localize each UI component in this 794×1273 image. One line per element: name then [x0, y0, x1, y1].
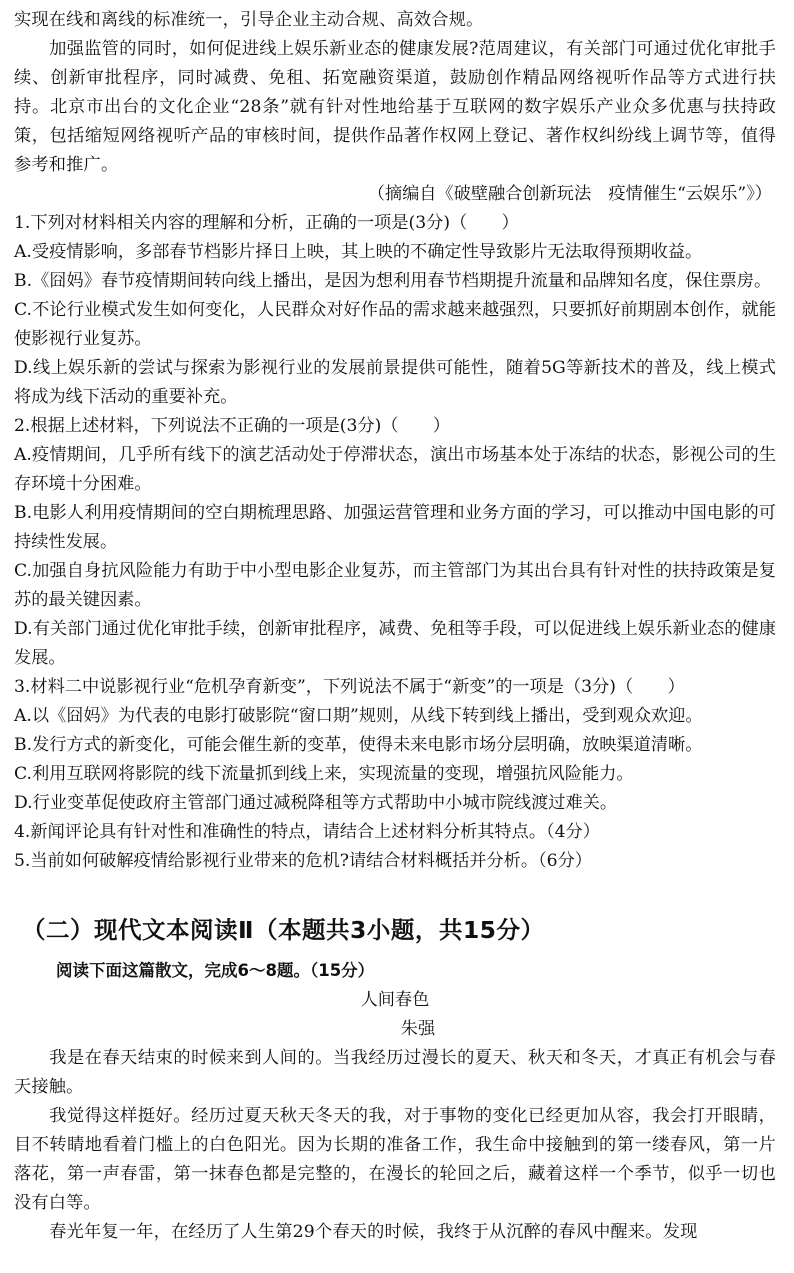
- question-stem: 1.下列对材料相关内容的理解和分析，正确的一项是(3分)（ ）: [14, 213, 519, 233]
- question-option: B.发行方式的新变化，可能会催生新的变革，使得未来电影市场分层明确，放映渠道清晰。: [14, 735, 703, 755]
- question-option: B.《囧妈》春节疫情期间转向线上播出，是因为想利用春节档期提升流量和品牌知名度，保住票房。: [14, 271, 772, 291]
- essay-paragraph: 我觉得这样挺好。经历过夏天秋天冬天的我，对于事物的变化已经更加从容，我会打开眼睛，目不转睛地看着门槛上的白色阳光。因为长期的准备工作，我生命中接触到的第一缕春风，第一片落花，第一声春雷，第一抹春色都是完整的，在漫长的轮回之后，藏着这样一个季节，似乎一切也没有白等。: [14, 1106, 776, 1213]
- question-1: [14, 209, 776, 412]
- question-option: C.不论行业模式发生如何变化，人民群众对好作品的需求越来越强烈，只要抓好前期剧本创作，就能使影视行业复苏。: [14, 300, 776, 349]
- question-stem: 3.材料二中说影视行业“危机孕育新变”，下列说法不属于“新变”的一项是（3分)（ ）: [14, 677, 685, 697]
- passage-paragraph-1: 实现在线和离线的标准统一，引导企业主动合规、高效合规。: [14, 10, 484, 30]
- essay-author: 朱强: [400, 1019, 436, 1039]
- section-instruction: 阅读下面这篇散文，完成6～8题。（15分）: [56, 961, 375, 980]
- question-2: [14, 412, 776, 673]
- passage-source: （摘编自《破壁融合创新玩法 疫情催生“云娱乐”》）: [367, 184, 772, 204]
- question-5: 5.当前如何破解疫情给影视行业带来的危机?请结合材料概括并分析。（6分）: [14, 851, 592, 871]
- passage-paragraph-2: 加强监管的同时，如何促进线上娱乐新业态的健康发展?范周建议，有关部门可通过优化审批手续、创新审批程序，同时减费、免租、拓宽融资渠道，鼓励创作精品网络视听作品等方式进行扶持。北京市出台的文化企业“28条”就有针对性地给基于互联网的数字娱乐产业众多优惠与扶持政策，包括缩短网络视听产品的审核时间，提供作品著作权网上登记、著作权纠纷线上调节等，值得参考和推广。: [14, 39, 776, 175]
- question-stem: 2.根据上述材料，下列说法不正确的一项是(3分)（ ）: [14, 416, 451, 436]
- question-option: D.有关部门通过优化审批手续，创新审批程序，减费、免租等手段，可以促进线上娱乐新业态的健康发展。: [14, 619, 776, 668]
- question-option: A.受疫情影响，多部春节档影片择日上映，其上映的不确定性导致影片无法取得预期收益。: [14, 242, 703, 262]
- question-option: A.疫情期间，几乎所有线下的演艺活动处于停滞状态，演出市场基本处于冻结的状态，影视公司的生存环境十分困难。: [14, 445, 776, 494]
- essay-paragraph: 春光年复一年，在经历了人生第29个春天的时候，我终于从沉醉的春风中醒来。发现: [49, 1222, 698, 1242]
- question-option: D.线上娱乐新的尝试与探索为影视行业的发展前景提供可能性，随着5G等新技术的普及，线上模式将成为线下活动的重要补充。: [14, 358, 776, 407]
- question-option: B.电影人利用疫情期间的空白期梳理思路、加强运营管理和业务方面的学习，可以推动中国电影的可持续性发展。: [14, 503, 776, 552]
- essay-title: 人间春色: [360, 990, 430, 1010]
- section-spacer: [14, 876, 776, 910]
- question-option: C.加强自身抗风险能力有助于中小型电影企业复苏，而主管部门为其出台具有针对性的扶持政策是复苏的最关键因素。: [14, 561, 776, 610]
- section-title: （二）现代文本阅读Ⅱ（本题共3小题，共15分）: [22, 916, 545, 944]
- question-option: A.以《囧妈》为代表的电影打破影院“窗口期”规则，从线下转到线上播出，受到观众欢迎。: [14, 706, 703, 726]
- essay-paragraph: 我是在春天结束的时候来到人间的。当我经历过漫长的夏天、秋天和冬天，才真正有机会与春天接触。: [14, 1048, 776, 1097]
- question-4: 4.新闻评论具有针对性和准确性的特点，请结合上述材料分析其特点。（4分）: [14, 822, 600, 842]
- question-3: [14, 673, 776, 818]
- question-option: C.利用互联网将影院的线下流量抓到线上来，实现流量的变现，增强抗风险能力。: [14, 764, 634, 784]
- question-option: D.行业变革促使政府主管部门通过减税降租等方式帮助中小城市院线渡过难关。: [14, 793, 618, 813]
